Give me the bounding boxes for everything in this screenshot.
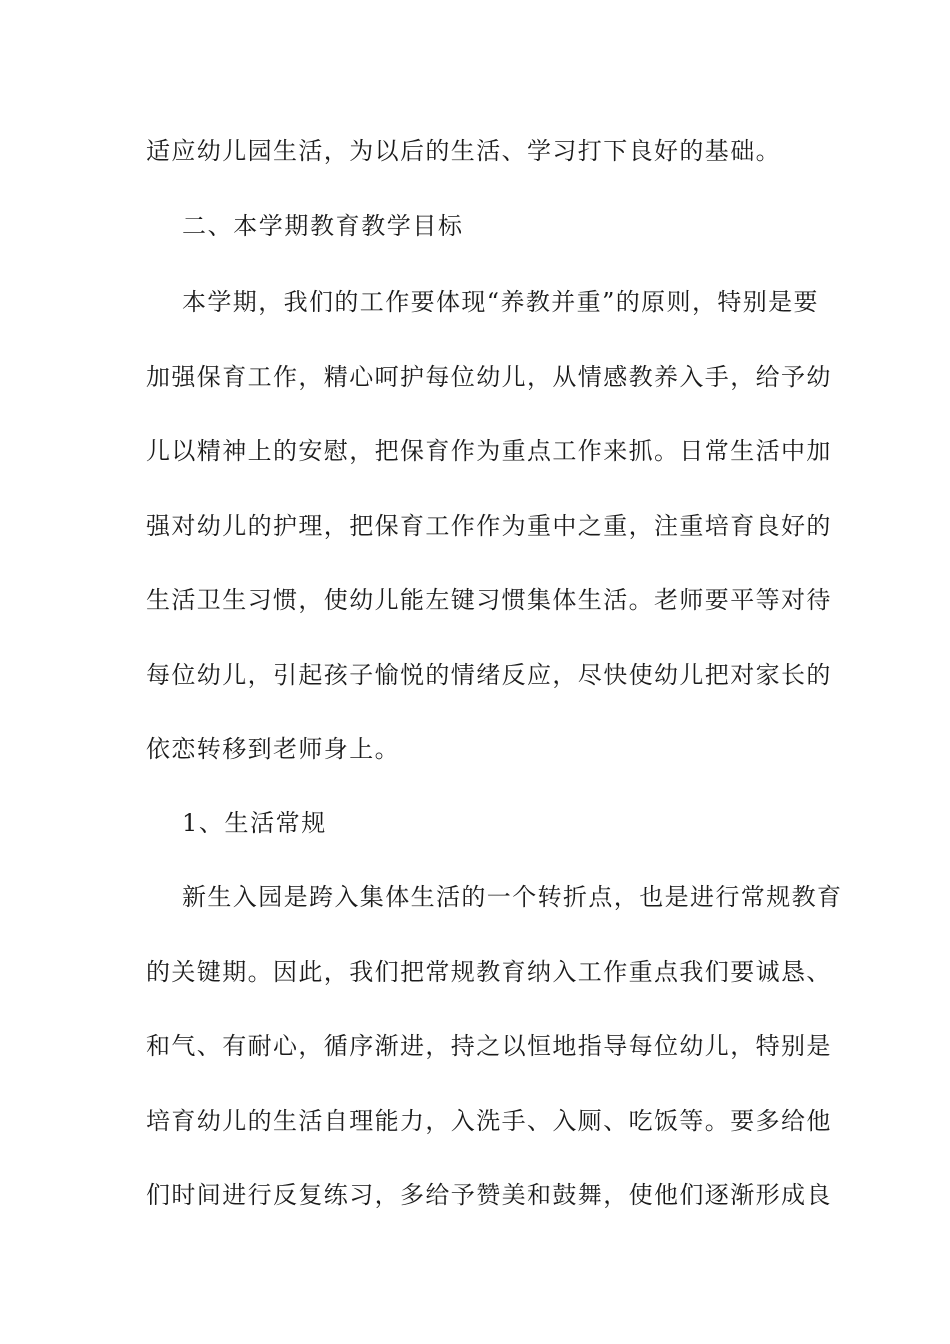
body-text-line: 每位幼儿，引起孩子愉悦的情绪反应，尽快使幼儿把对家长的 xyxy=(146,661,832,689)
paragraph-first-line: 新生入园是跨入集体生活的一个转折点，也是进行常规教育 xyxy=(182,883,843,911)
body-text-line: 生活卫生习惯，使幼儿能左键习惯集体生活。老师要平等对待 xyxy=(146,586,832,614)
body-text-line: 加强保育工作，精心呵护每位幼儿，从情感教养入手，给予幼 xyxy=(146,363,832,391)
paragraph-first-line: 本学期，我们的工作要体现“养教并重”的原则，特别是要 xyxy=(182,288,819,316)
body-text-line: 培育幼儿的生活自理能力，入洗手、入厕、吃饭等。要多给他 xyxy=(146,1107,832,1135)
section-heading: 二、本学期教育教学目标 xyxy=(182,212,464,240)
body-text-line: 们时间进行反复练习，多给予赞美和鼓舞，使他们逐渐形成良 xyxy=(146,1181,832,1209)
body-text-line: 强对幼儿的护理，把保育工作作为重中之重，注重培育良好的 xyxy=(146,512,832,540)
body-text-line: 儿以精神上的安慰，把保育作为重点工作来抓。日常生活中加 xyxy=(146,437,832,465)
subsection-heading: 1、生活常规 xyxy=(182,809,327,837)
body-text-line: 适应幼儿园生活，为以后的生活、学习打下良好的基础。 xyxy=(146,137,781,165)
body-text-line: 和气、有耐心，循序渐进，持之以恒地指导每位幼儿，特别是 xyxy=(146,1032,832,1060)
body-text-line: 的关键期。因此，我们把常规教育纳入工作重点我们要诚恳、 xyxy=(146,958,832,986)
body-text-line: 依恋转移到老师身上。 xyxy=(146,735,400,763)
